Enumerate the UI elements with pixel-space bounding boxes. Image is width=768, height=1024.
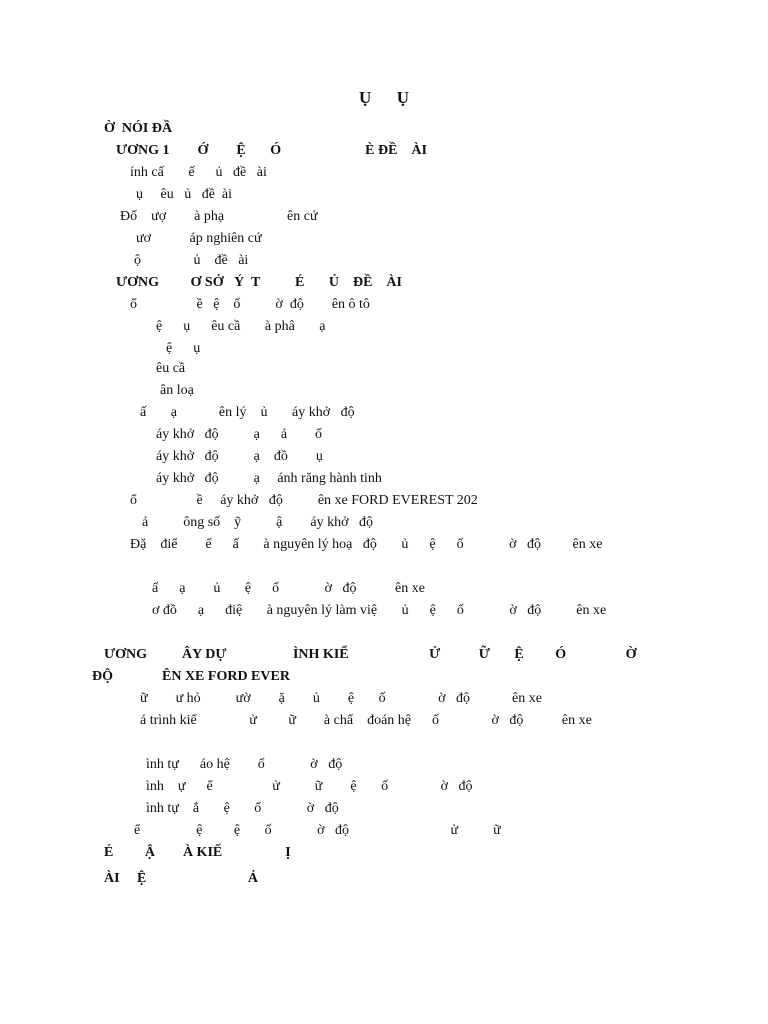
toc-line: á trình kiể ử ữ à chẩ đoán hệ ố ờ độ ên xe (140, 713, 592, 728)
toc-line: ính cấ ế ủ đề ài (130, 165, 267, 180)
toc-line: ình ự ể ử ữ ệ ố ờ độ (146, 779, 473, 794)
page-title: Ụ Ụ (358, 88, 410, 107)
toc-line: ơ đồ ạ điệ à nguyên lý làm việ ủ ệ ố ờ độ ên xe (152, 603, 607, 618)
toc-line: ÀI Ệ Ả (104, 871, 259, 886)
toc-line: ụ êu ủ đề ài (136, 187, 233, 202)
toc-line: É Ậ À KIẾ Ị (104, 845, 291, 860)
toc-line: ổ ề ệ ố ờ độ ên ô tô (130, 297, 370, 312)
toc-line: ệ ụ êu cầ à phâ ạ (156, 319, 326, 334)
toc-line: êu cầ (156, 361, 186, 376)
toc-line: ình tự áo hệ ố ờ độ (146, 757, 343, 772)
toc-line: ữ ư hỏ ườ ặ ủ ệ ố ờ độ ên xe (140, 691, 542, 706)
toc-line: ƯƠNG ÂY DỰ ÌNH KIỂ Ử Ữ Ệ Ó Ờ (104, 647, 637, 662)
toc-line: áy khở độ ạ ánh răng hành tinh (156, 471, 382, 486)
toc-line: ân loạ (160, 383, 194, 398)
toc-line: Đố ượ à phạ ên cứ (120, 209, 318, 224)
toc-line: ả ông số ỹ ậ áy khở độ (142, 515, 373, 530)
toc-line: Đặ điể ế ấ à nguyên lý hoạ độ ủ ệ ố ờ độ ên xe (130, 537, 603, 552)
toc-line: ấ ạ ủ ệ ố ờ độ ên xe (152, 581, 425, 596)
toc-line: Ờ NÓI ĐẦ (104, 121, 173, 136)
toc-line: ể ệ ệ ố ờ độ ử ữ (134, 823, 501, 838)
toc-line: áy khở độ ạ ả ố (156, 427, 323, 442)
toc-line: ươ áp nghiên cứ (136, 231, 262, 246)
toc-line: ệ ụ (166, 341, 201, 356)
toc-line: áy khở độ ạ đồ ụ (156, 449, 323, 464)
toc-line: ộ ủ đề ài (134, 253, 249, 268)
toc-line: ấ ạ ên lý ủ áy khở độ (140, 405, 355, 420)
toc-line: ĐỘ ÊN XE FORD EVER (92, 669, 290, 684)
toc-line: ình tự ắ ệ ố ờ độ (146, 801, 339, 816)
toc-line: ổ ề áy khở độ ên xe FORD EVEREST 202 (130, 493, 478, 508)
toc-line: ƯƠNG 1 Ớ Ệ Ó È ĐỀ ÀI (116, 143, 427, 158)
toc-line: ƯƠNG Ơ SỞ Ý T É Ủ ĐỀ ÀI (116, 275, 402, 290)
